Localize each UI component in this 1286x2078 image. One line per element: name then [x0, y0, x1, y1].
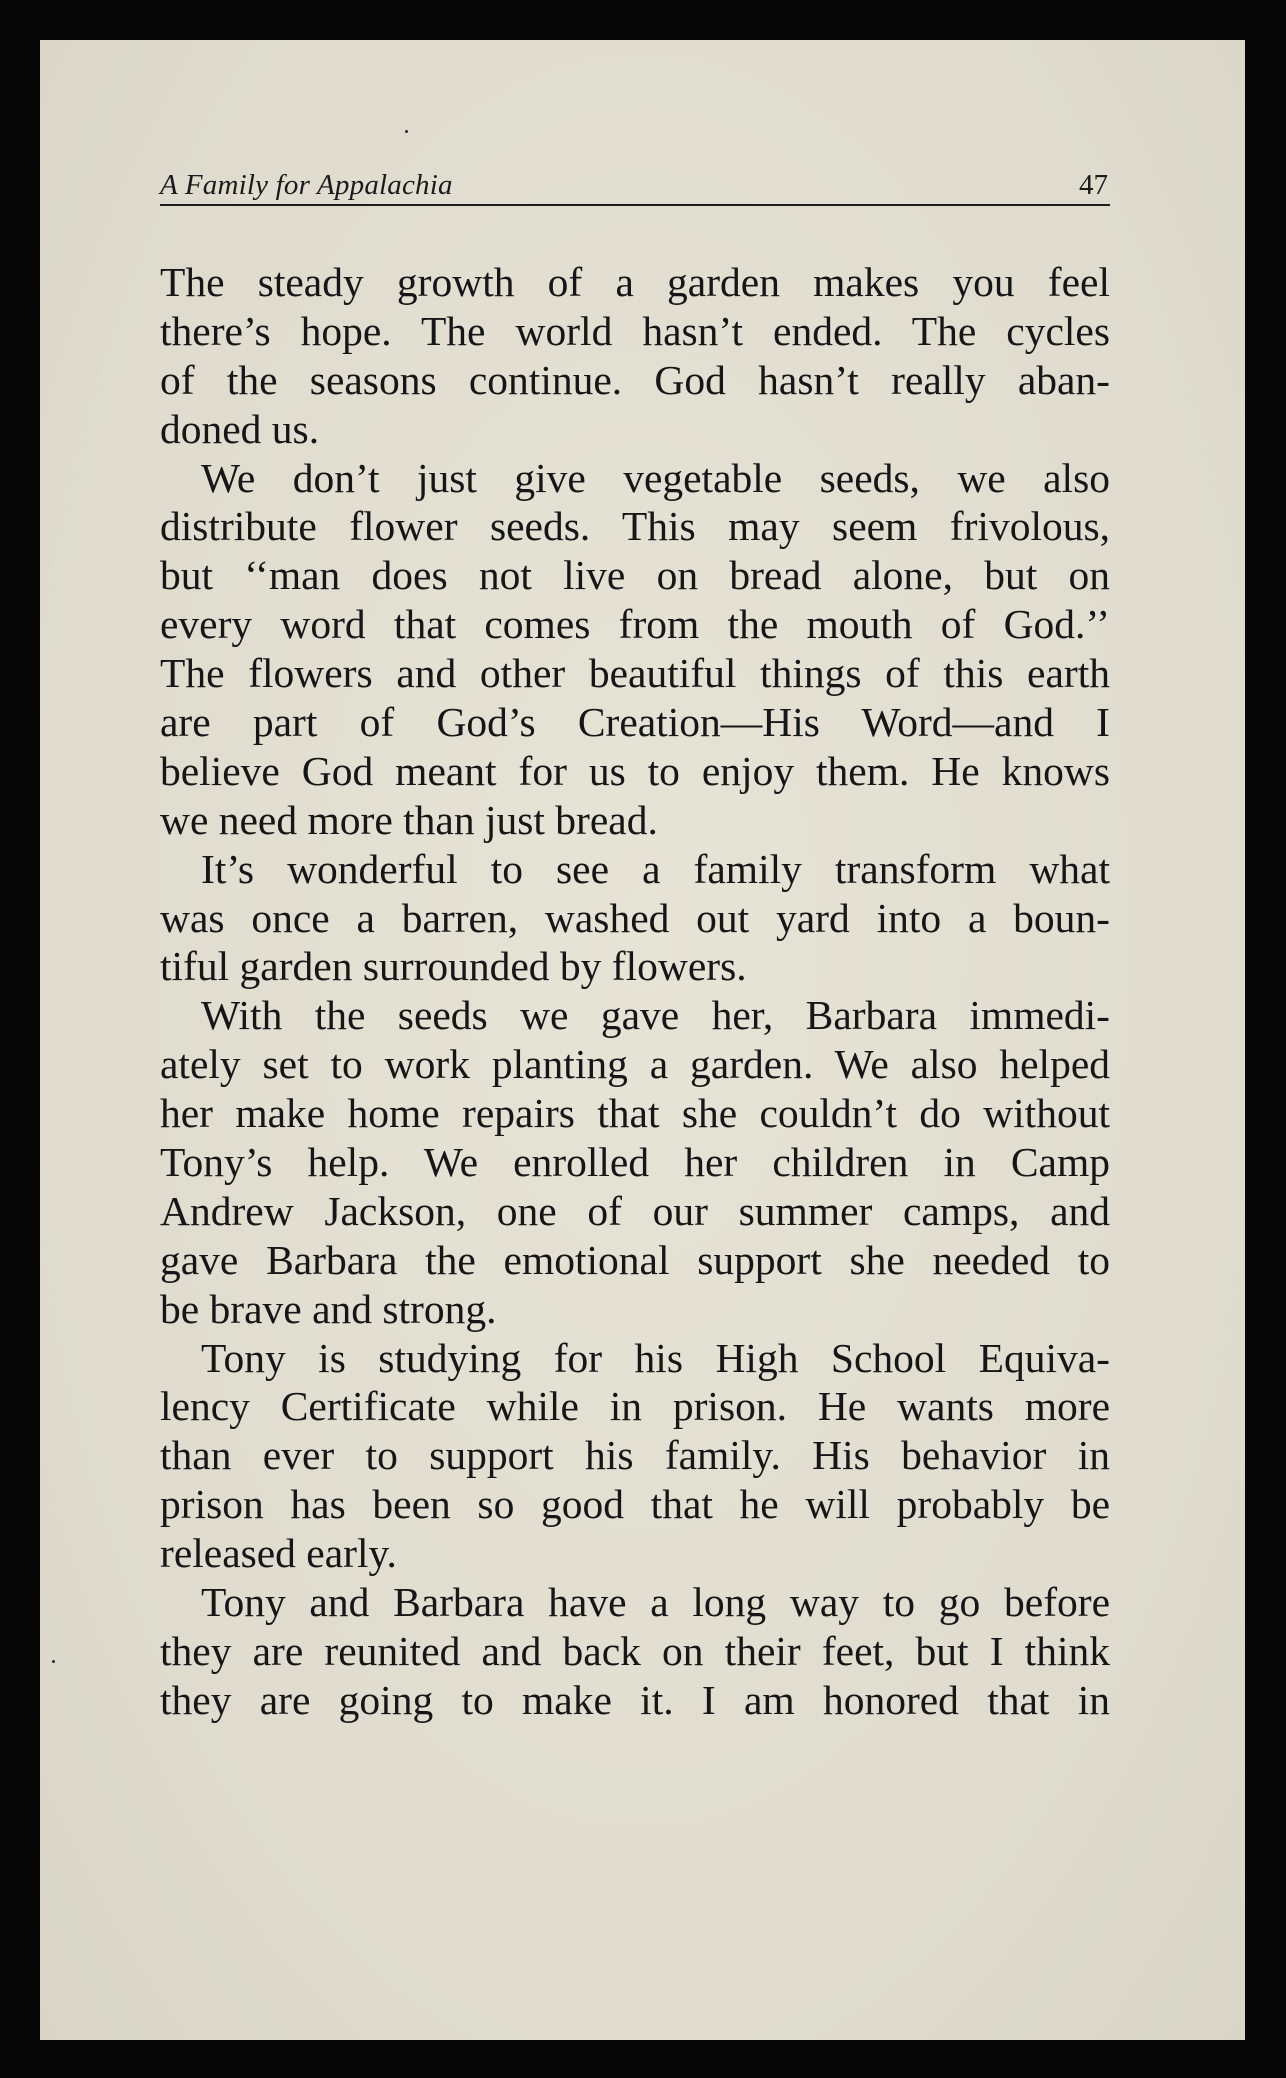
- text-line: lency Certificate while in prison. He wants more: [160, 1383, 1110, 1430]
- text-line: of the seasons continue. God hasn’t really aban-: [160, 356, 1110, 403]
- text-line: they are going to make it. I am honored that in: [160, 1676, 1110, 1723]
- running-head-title: A Family for Appalachia: [160, 169, 453, 201]
- text-line: every word that comes from the mouth of God.’’: [160, 601, 1110, 648]
- text-line: Tony and Barbara have a long way to go before: [201, 1579, 1110, 1626]
- text-line: doned us.: [160, 405, 320, 452]
- text-line: prison has been so good that he will probably be: [160, 1481, 1110, 1528]
- text-line: released early.: [160, 1530, 397, 1577]
- text-line: Tony’s help. We enrolled her children in Camp: [160, 1139, 1110, 1186]
- text-line: we need more than just bread.: [160, 796, 658, 843]
- text-line: are part of God’s Creation—His Word—and I: [160, 699, 1110, 746]
- text-line: there’s hope. The world hasn’t ended. The cycles: [160, 307, 1110, 354]
- body-text: [160, 258, 1110, 1725]
- text-line: With the seeds we gave her, Barbara immedi-: [201, 992, 1110, 1039]
- text-line: than ever to support his family. His behavior in: [160, 1432, 1110, 1479]
- ink-speck: [405, 130, 408, 133]
- running-head: [160, 168, 1110, 206]
- ink-speck: [52, 1660, 55, 1663]
- text-line: was once a barren, washed out yard into a boun-: [160, 894, 1110, 941]
- text-line: they are reunited and back on their feet, but I think: [160, 1627, 1110, 1674]
- text-line: distribute flower seeds. This may seem frivolous,: [160, 503, 1110, 550]
- page-number: 47: [1079, 169, 1108, 201]
- text-line: It’s wonderful to see a family transform what: [201, 845, 1110, 892]
- text-line: believe God meant for us to enjoy them. He knows: [160, 747, 1110, 794]
- text-line: ately set to work planting a garden. We also helped: [160, 1041, 1110, 1088]
- text-line: tiful garden surrounded by flowers.: [160, 943, 747, 990]
- text-line: The flowers and other beautiful things of this earth: [160, 650, 1110, 697]
- text-line: her make home repairs that she couldn’t do without: [160, 1090, 1110, 1137]
- text-line: gave Barbara the emotional support she needed to: [160, 1236, 1110, 1283]
- text-line: The steady growth of a garden makes you feel: [160, 259, 1110, 305]
- text-line: Tony is studying for his High School Equiva-: [201, 1334, 1110, 1381]
- text-line: We don’t just give vegetable seeds, we also: [201, 454, 1110, 501]
- text-line: be brave and strong.: [160, 1285, 497, 1332]
- text-line: Andrew Jackson, one of our summer camps, and: [160, 1187, 1110, 1234]
- text-line: but ‘‘man does not live on bread alone, but on: [160, 552, 1110, 599]
